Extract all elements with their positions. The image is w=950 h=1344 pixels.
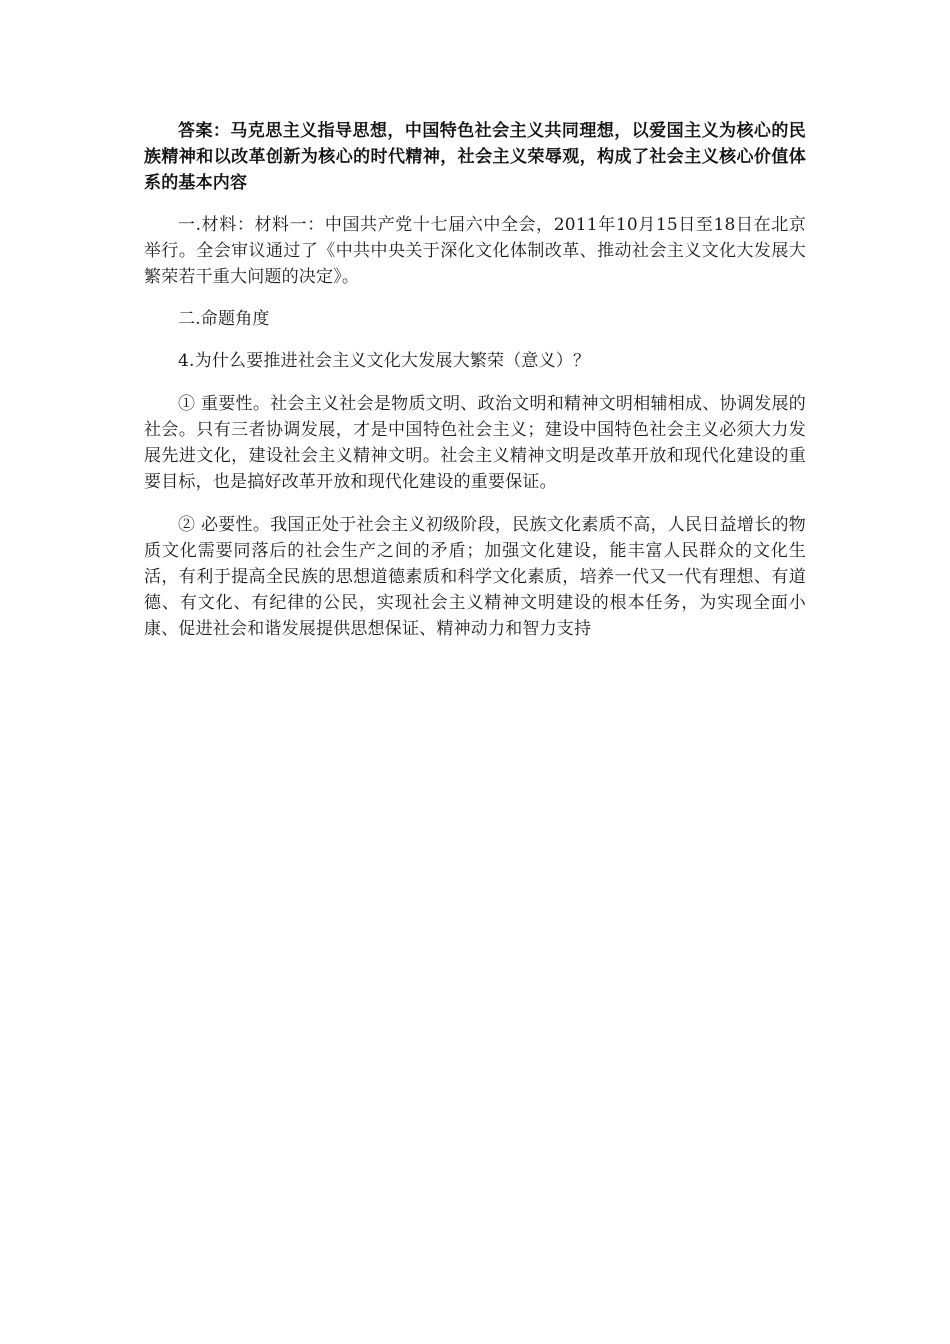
material-paragraph: 一.材料：材料一：中国共产党十七届六中全会，2011年10月15日至18日在北京举行。全会审议通过了《中共中央关于深化文化体制改革、推动社会主义文化大发展大繁荣若干重大问题的决定》。 bbox=[144, 215, 806, 287]
question-paragraph: 4.为什么要推进社会主义文化大发展大繁荣（意义）？ bbox=[178, 351, 591, 371]
answer-paragraph: 答案：马克思主义指导思想，中国特色社会主义共同理想，以爱国主义为核心的民族精神和以改革创新为核心的时代精神，社会主义荣辱观，构成了社会主义核心价值体系的基本内容 bbox=[144, 121, 806, 193]
importance-paragraph: ① 重要性。社会主义社会是物质文明、政治文明和精神文明相辅相成、协调发展的社会。只有三者协调发展，才是中国特色社会主义；建设中国特色社会主义必须大力发展先进文化，建设社会主义精神文明。社会主义精神文明是改革开放和现代化建设的重要目标，也是搞好改革开放和现代化建设的重要保证。 bbox=[144, 394, 806, 492]
necessity-paragraph: ② 必要性。我国正处于社会主义初级阶段，民族文化素质不高，人民日益增长的物质文化需要同落后的社会生产之间的矛盾；加强文化建设，能丰富人民群众的文化生活，有利于提高全民族的思想道德素质和科学文化素质，培养一代又一代有理想、有道德、有文化、有纪律的公民，实现社会主义精神文明建设的根本任务，为实现全面小康、促进社会和谐发展提供思想保证、精神动力和智力支持 bbox=[144, 515, 806, 639]
document-page bbox=[144, 118, 806, 642]
section-heading-proposition-angle: 二.命题角度 bbox=[178, 309, 270, 329]
